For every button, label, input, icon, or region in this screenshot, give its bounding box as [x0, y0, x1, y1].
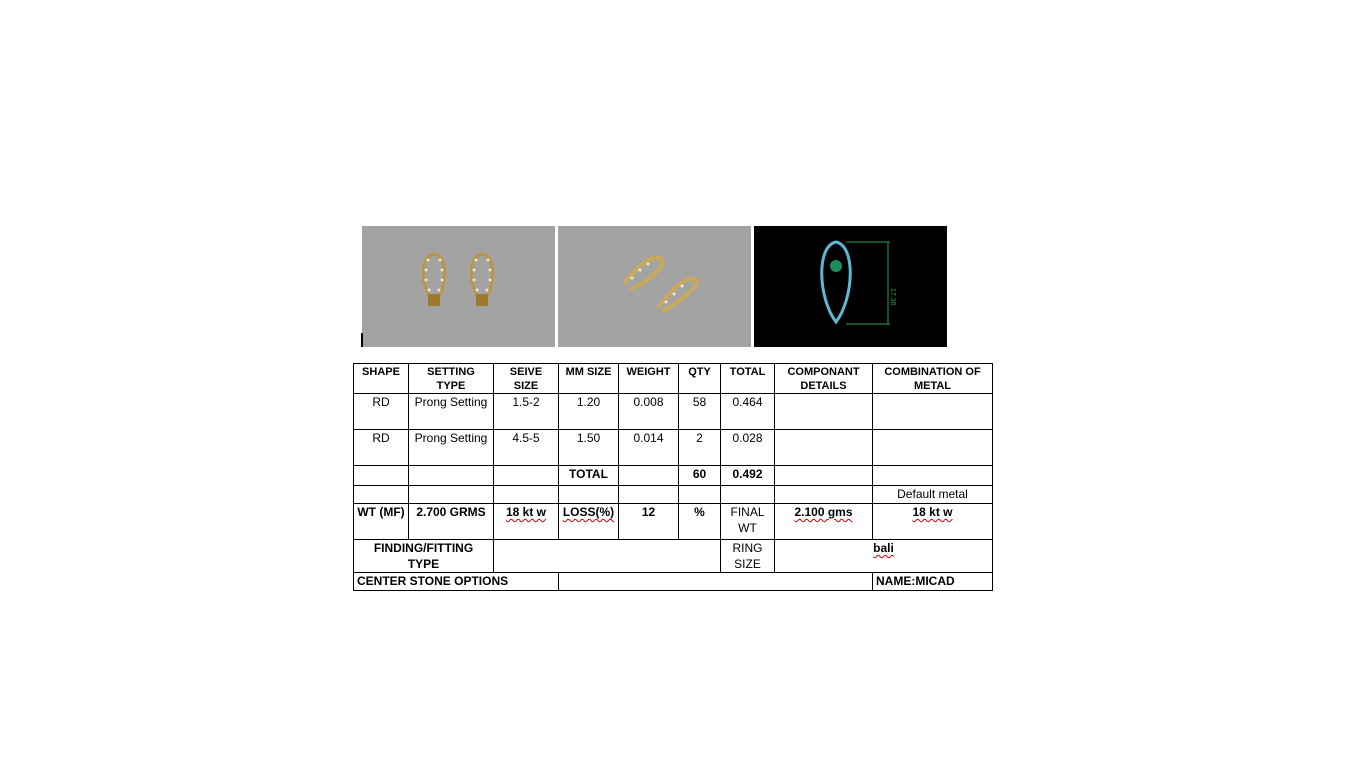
header-qty: QTY: [679, 364, 721, 394]
header-mm-size: MM SIZE: [559, 364, 619, 394]
cell-metal: [873, 430, 993, 466]
ring-size-label: RING SIZE: [721, 540, 775, 573]
ring-size-value: bali: [775, 540, 993, 573]
cell-seive: 4.5-5: [494, 430, 559, 466]
total-label: TOTAL: [559, 466, 619, 486]
loss-value: 12: [619, 504, 679, 540]
table-row: [354, 430, 993, 466]
weight-row: [354, 504, 993, 540]
header-component-details: COMPONANT DETAILS: [775, 364, 873, 394]
center-stone-row: [354, 573, 993, 591]
finding-value: [494, 540, 721, 573]
final-wt-value: 2.100 gms: [775, 504, 873, 540]
wt-mf-label: WT (MF): [354, 504, 409, 540]
finding-row: [354, 540, 993, 573]
cell-total: 0.464: [721, 394, 775, 430]
cell-shape: RD: [354, 394, 409, 430]
center-stone-value: [559, 573, 873, 591]
header-setting-type: SETTING TYPE: [409, 364, 494, 394]
table-header-row: [354, 364, 993, 394]
cell-qty: 2: [679, 430, 721, 466]
front-view-render: [362, 226, 555, 347]
stone-spec-table: [353, 363, 993, 591]
header-metal-combination: COMBINATION OF METAL: [873, 364, 993, 394]
cad-dimension-label: 17.36: [889, 288, 896, 306]
cell-metal: [873, 394, 993, 430]
side-view-render: [558, 226, 751, 347]
final-wt-label: FINAL WT: [721, 504, 775, 540]
total-weight: 0.492: [721, 466, 775, 486]
kt-value: 18 kt w: [494, 504, 559, 540]
total-qty: 60: [679, 466, 721, 486]
wt-value: 2.700 GRMS: [409, 504, 494, 540]
cell-total: 0.028: [721, 430, 775, 466]
cell-component: [775, 430, 873, 466]
cell-setting: Prong Setting: [409, 430, 494, 466]
cell-component: [775, 394, 873, 430]
header-weight: WEIGHT: [619, 364, 679, 394]
cad-wireframe-render: [754, 226, 947, 347]
cell-mm: 1.50: [559, 430, 619, 466]
cell-seive: 1.5-2: [494, 394, 559, 430]
name-label: NAME:MICAD: [873, 573, 993, 591]
default-metal-label: Default metal: [873, 486, 993, 504]
header-shape: SHAPE: [354, 364, 409, 394]
header-seive-size: SEIVE SIZE: [494, 364, 559, 394]
percent-sign: %: [679, 504, 721, 540]
cell-shape: RD: [354, 430, 409, 466]
cell-mm: 1.20: [559, 394, 619, 430]
header-total: TOTAL: [721, 364, 775, 394]
default-metal-row: [354, 486, 993, 504]
cell-qty: 58: [679, 394, 721, 430]
finding-label: FINDING/FITTING TYPE: [354, 540, 494, 573]
total-row: [354, 466, 993, 486]
final-kt-value: 18 kt w: [873, 504, 993, 540]
table-row: [354, 394, 993, 430]
cell-weight: 0.014: [619, 430, 679, 466]
center-stone-label: CENTER STONE OPTIONS: [354, 573, 559, 591]
cell-setting: Prong Setting: [409, 394, 494, 430]
loss-label: LOSS(%): [559, 504, 619, 540]
cell-weight: 0.008: [619, 394, 679, 430]
text-cursor: [361, 333, 363, 347]
